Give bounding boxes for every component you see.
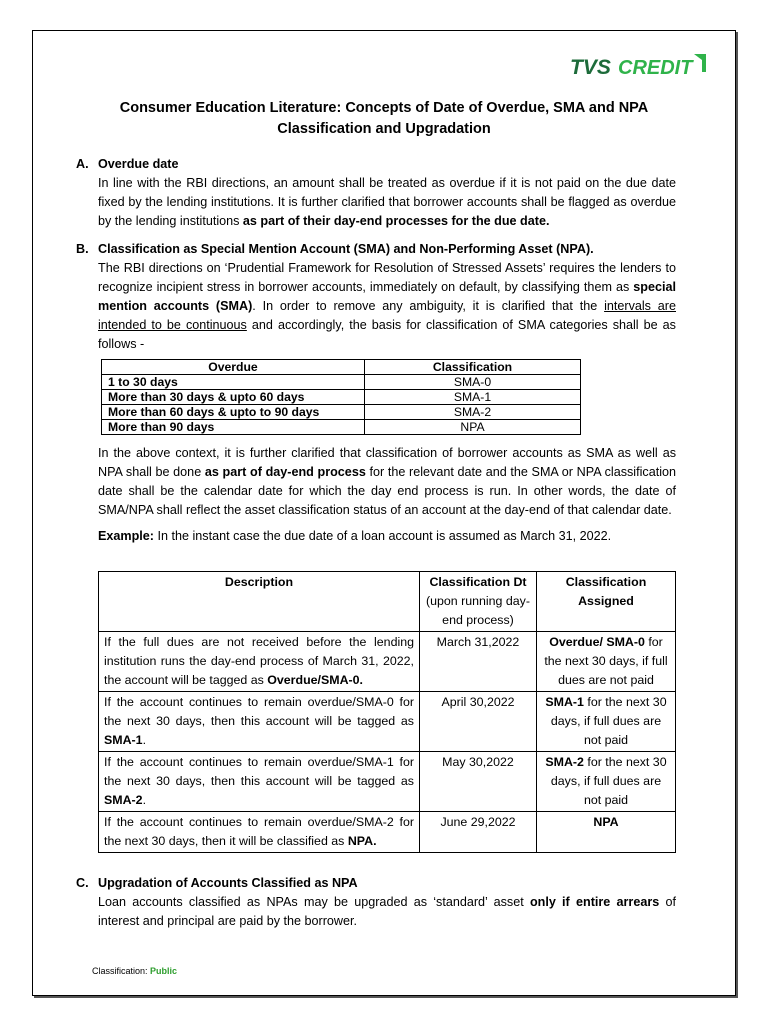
classification-cell: SMA-0 [365,375,581,390]
section-b-p1-text3: and accordingly, the basis for classification of SMA categories shall be as follows - [98,318,676,351]
date-cell: May 30,2022 [420,752,537,812]
table-row [102,375,581,390]
assigned-bold: SMA-1 [545,695,584,709]
example-table [98,571,676,853]
assigned-cell [537,752,676,812]
footer-value: Public [150,966,178,976]
header-classification: Classification [365,360,581,375]
section-a-text [98,174,676,231]
logo-mark [570,50,706,78]
section-b-p1-underline: intervals are intended to be continuous [98,299,676,332]
description-bold: SMA-2 [104,793,143,807]
description-bold: NPA. [347,834,377,848]
section-a-heading: Overdue date [98,157,179,171]
assigned-bold: Overdue/ SMA-0 [549,635,645,649]
description-cell [99,752,420,812]
table-row [102,405,581,420]
logo-tvs-text: TVS [570,56,611,78]
header-classification-dt [420,572,537,632]
section-b-para2 [98,444,676,520]
section-c-text2: of interest and principal are paid by the borrower. [98,895,676,928]
description-cell [99,632,420,692]
description-cell [99,812,420,853]
section-b-p2-text2: for the relevant date and the SMA or NPA classification date shall be the calendar date for which the day end process is run. In other words, the date of SMA/NPA shall reflect the asset classification status of an account at the day-end of that calendar date. [98,465,676,517]
overdue-cell: More than 30 days & upto 60 days [102,390,365,405]
section-b-p1-text1: The RBI directions on ‘Prudential Framework for Resolution of Stressed Assets’ requires the lenders to recognize incipient stress in borrower accounts, immediately on default, by classifying them as [98,261,676,294]
section-b-para1 [98,259,676,354]
page-title: Consumer Education Literature: Concepts of Date of Overdue, SMA and NPA Classification and Upgradation [119,100,649,137]
table-row [99,692,676,752]
assigned-text: for the next 30 days, if full dues are not paid [544,635,668,687]
section-c-letter: C. [76,876,89,890]
section-b-letter: B. [76,242,89,256]
header-classification-dt-label: Classification Dt [429,575,527,589]
description-text: If the account continues to remain overdue/SMA-0 for the next 30 days, then this account will be tagged as [104,695,414,728]
assigned-cell [537,632,676,692]
description-text: If the full dues are not received before the lending institution runs the day-end process of March 31, 2022, the account will be tagged as [104,635,414,687]
overdue-cell: 1 to 30 days [102,375,365,390]
header-description: Description [99,572,420,632]
section-b-p1-text2: . In order to remove any ambiguity, it is clarified that the [252,299,605,313]
assigned-cell [537,692,676,752]
classification-cell: NPA [365,420,581,435]
description-text: If the account continues to remain overdue/SMA-2 for the next 30 days, then it will be classified as [104,815,414,848]
section-a [76,155,676,231]
example-text: In the instant case the due date of a loan account is assumed as March 31, 2022. [154,529,612,543]
assigned-text: for the next 30 days, if full dues are not paid [550,695,667,747]
section-b-p2-text1: In the above context, it is further clarified that classification of borrower accounts as SMA as well as NPA shall be done [98,446,676,479]
classification-cell: SMA-2 [365,405,581,420]
section-c-bold: only if entire arrears [529,895,660,909]
example-line [98,527,676,546]
description-end: . [142,733,147,747]
section-c [76,874,676,931]
table-row [99,632,676,692]
header-overdue: Overdue [102,360,365,375]
assigned-bold: SMA-2 [545,755,584,769]
example-label: Example: [98,529,154,543]
assigned-bold: NPA [593,815,619,829]
section-c-heading: Upgradation of Accounts Classified as NPA [98,876,358,890]
description-text: If the account continues to remain overdue/SMA-1 for the next 30 days, then this account will be tagged as [104,755,414,788]
description-cell [99,692,420,752]
section-a-bold: as part of their day-end processes for the due date. [242,214,550,228]
section-a-text-part: In line with the RBI directions, an amount shall be treated as overdue if it is not paid on the due date fixed by the lending institutions. It is further clarified that borrower accounts shall be flagged as overdue by the lending institutions [98,176,676,228]
section-c-text1: Loan accounts classified as NPAs may be upgraded as ‘standard’ asset [98,895,530,909]
tvs-credit-logo [570,50,706,78]
overdue-cell: More than 90 days [102,420,365,435]
section-b-p2-bold: as part of day-end process [204,465,366,479]
logo-arrow-icon [694,54,706,72]
header-classification-dt-note: (upon running day-end process) [425,594,530,627]
date-cell: March 31,2022 [420,632,537,692]
classification-cell: SMA-1 [365,390,581,405]
table-row [99,752,676,812]
date-cell: June 29,2022 [420,812,537,853]
footer-label: Classification: [92,966,151,976]
date-cell: April 30,2022 [420,692,537,752]
section-b-p1-bold: special mention accounts (SMA) [98,280,676,313]
sma-classification-table [101,359,581,435]
table-row [102,390,581,405]
description-bold: Overdue/SMA-0. [267,673,363,687]
section-b-heading: Classification as Special Mention Account (SMA) and Non-Performing Asset (NPA). [98,242,594,256]
table-row [102,420,581,435]
description-bold: SMA-1 [104,733,143,747]
logo-credit-text: CREDIT [618,57,693,78]
classification-footer [92,966,177,976]
section-a-letter: A. [76,157,89,171]
table-row [99,812,676,853]
header-classification-assigned: Classification Assigned [537,572,676,632]
description-end: . [142,793,147,807]
assigned-cell [537,812,676,853]
table-header-row [102,360,581,375]
table-header-row [99,572,676,632]
assigned-text: for the next 30 days, if full dues are not paid [550,755,667,807]
section-c-text [98,893,676,931]
overdue-cell: More than 60 days & upto to 90 days [102,405,365,420]
section-b-continued [76,444,676,546]
section-b [76,240,676,354]
